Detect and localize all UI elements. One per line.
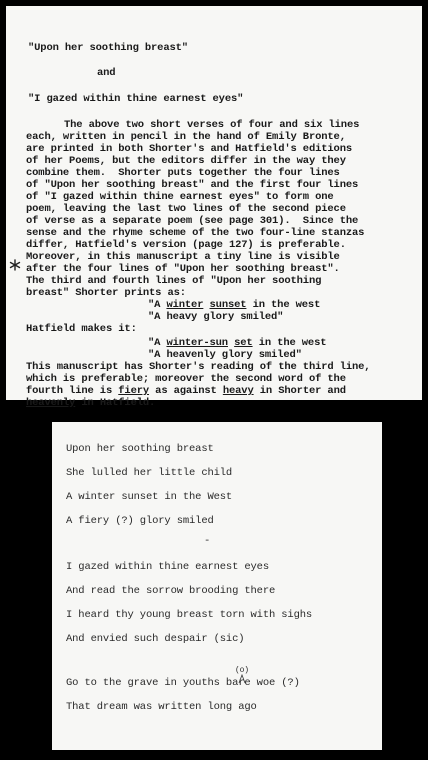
separator-dash: -: [204, 535, 211, 547]
shorter-quote-line-1: "A winter sunset in the west: [148, 299, 321, 311]
asterisk-margin-mark-icon: [8, 258, 22, 272]
body-line: are printed in both Shorter's and Hatfield's editions: [26, 143, 353, 155]
body-line: combine them. Shorter puts together the four lines: [26, 167, 340, 179]
hatfield-quote-line-2: "A heavenly glory smiled": [148, 349, 302, 361]
stanza3-line: That dream was written long ago: [66, 701, 257, 713]
closing-line: heavenly in Hatfield.: [26, 397, 156, 409]
body-line: breast" Shorter prints as:: [26, 287, 186, 299]
body-line: of her Poems, but the editors differ in the way they: [26, 155, 346, 167]
shorter-quote-line-2: "A heavy glory smiled": [148, 311, 284, 323]
body-line: after the four lines of "Upon her soothing breast".: [26, 263, 340, 275]
body-line: differ, Hatfield's version (page 127) is preferable.: [26, 239, 346, 251]
poem-transcription-page: [52, 422, 382, 750]
typescript-commentary-page: [6, 6, 422, 409]
stanza2-line: And read the sorrow brooding there: [66, 585, 276, 597]
poem-title-gazed: "I gazed within thine earnest eyes": [28, 93, 244, 105]
body-line: The above two short verses of four and six lines: [64, 119, 360, 131]
body-line: of "Upon her soothing breast" and the first four lines: [26, 179, 359, 191]
hatfield-intro: Hatfield makes it:: [26, 323, 137, 335]
stanza1-line: A winter sunset in the West: [66, 491, 233, 503]
stanza2-line: And envied such despair (sic): [66, 633, 245, 645]
stanza1-line: She lulled her little child: [66, 467, 233, 479]
body-line: Moreover, in this manuscript a tiny line is visible: [26, 251, 340, 263]
handwritten-insertion: (o): [235, 666, 249, 675]
stanza2-line: I gazed within thine earnest eyes: [66, 561, 269, 573]
body-line: each, written in pencil in the hand of Emily Bronte,: [26, 131, 346, 143]
body-line: The third and fourth lines of "Upon her soothing: [26, 275, 322, 287]
body-line: of verse as a separate poem (see page 301). Since the: [26, 215, 359, 227]
poem-title-upon: "Upon her soothing breast": [28, 42, 188, 54]
closing-line: This manuscript has Shorter's reading of the third line,: [26, 361, 371, 373]
body-line: sense and the rhyme scheme of the two four-line stanzas: [26, 227, 365, 239]
stanza3-line: Go to the grave in youths bare woe (?): [66, 677, 300, 689]
body-line: poem, leaving the last two lines of the second piece: [26, 203, 346, 215]
body-line: of "I gazed within thine earnest eyes" to form one: [26, 191, 334, 203]
stanza1-line: A fiery (?) glory smiled: [66, 515, 214, 527]
hatfield-quote-line-1: "A winter-sun set in the west: [148, 337, 327, 349]
closing-line: fourth line is fiery as against heavy in Shorter and: [26, 385, 346, 397]
stanza1-line: Upon her soothing breast: [66, 443, 214, 455]
and-connector: and: [97, 67, 116, 79]
stanza2-line: I heard thy young breast torn with sighs: [66, 609, 313, 621]
closing-line: which is preferable; moreover the second word of the: [26, 373, 346, 385]
